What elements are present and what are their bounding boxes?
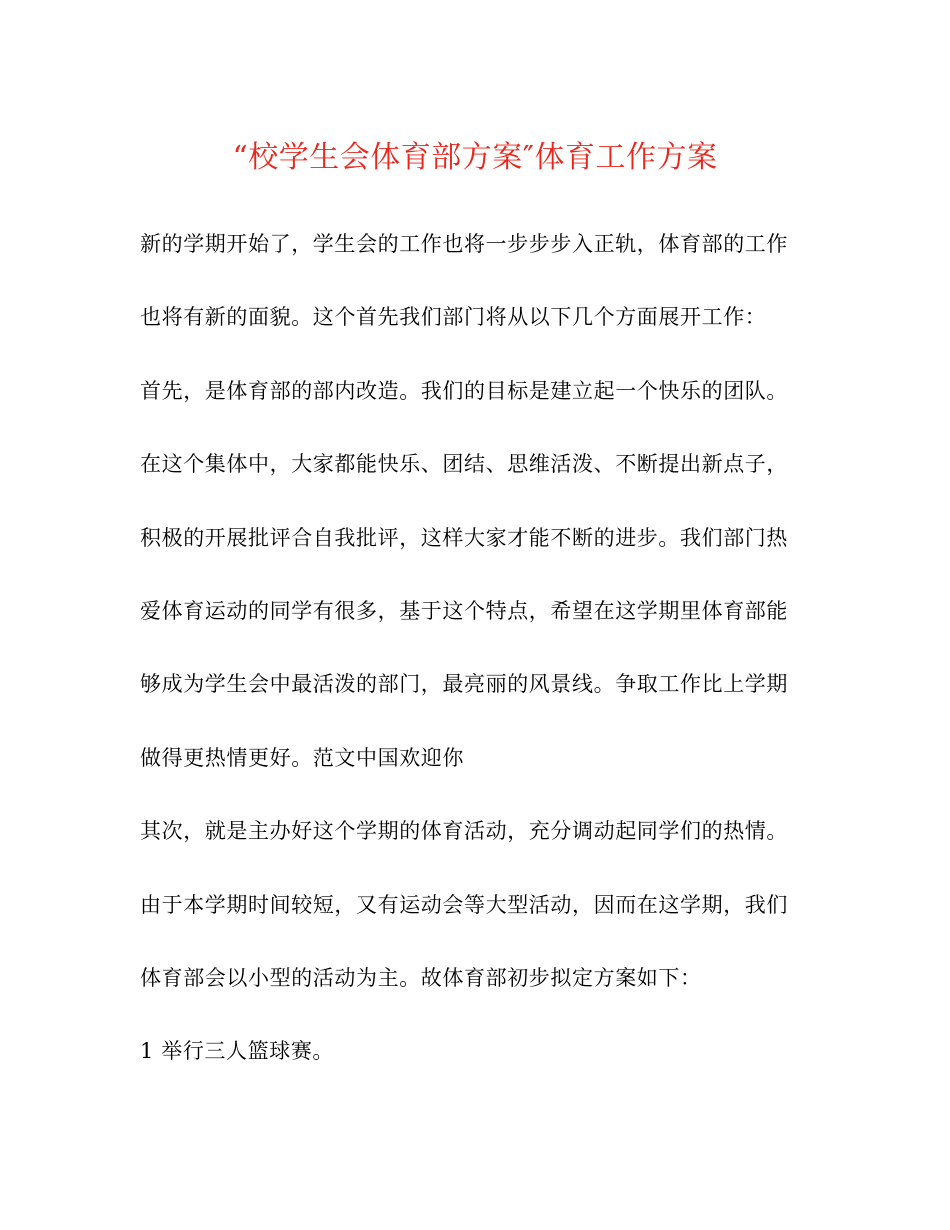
document-title: “校学生会体育部方案″体育工作方案	[232, 140, 718, 175]
body-line: 也将有新的面貌。这个首先我们部门将从以下几个方面展开工作：	[140, 305, 767, 330]
document-body	[140, 224, 820, 1105]
body-line: 其次，就是主办好这个学期的体育活动，充分调动起同学们的热情。	[140, 819, 788, 844]
body-line: 爱体育运动的同学有很多，基于这个特点，希望在这学期里体育部能	[140, 598, 788, 623]
body-line: 新的学期开始了，学生会的工作也将一步步步入正轨，体育部的工作	[140, 232, 788, 256]
body-line: 够成为学生会中最活泼的部门，最亮丽的风景线。争取工作比上学期	[140, 672, 788, 697]
body-line: 做得更热情更好。范文中国欢迎你	[140, 745, 464, 770]
body-line: 由于本学期时间较短，又有运动会等大型活动，因而在这学期，我们	[140, 892, 788, 917]
body-line: 积极的开展批评合自我批评，这样大家才能不断的进步。我们部门热	[140, 525, 788, 550]
body-line: 在这个集体中，大家都能快乐、团结、思维活泼、不断提出新点子，	[140, 452, 788, 477]
body-line: 体育部会以小型的活动为主。故体育部初步拟定方案如下：	[140, 965, 702, 990]
body-line: 1 举行三人篮球赛。	[140, 1039, 335, 1064]
body-line: 首先，是体育部的部内改造。我们的目标是建立起一个快乐的团队。	[140, 378, 788, 403]
